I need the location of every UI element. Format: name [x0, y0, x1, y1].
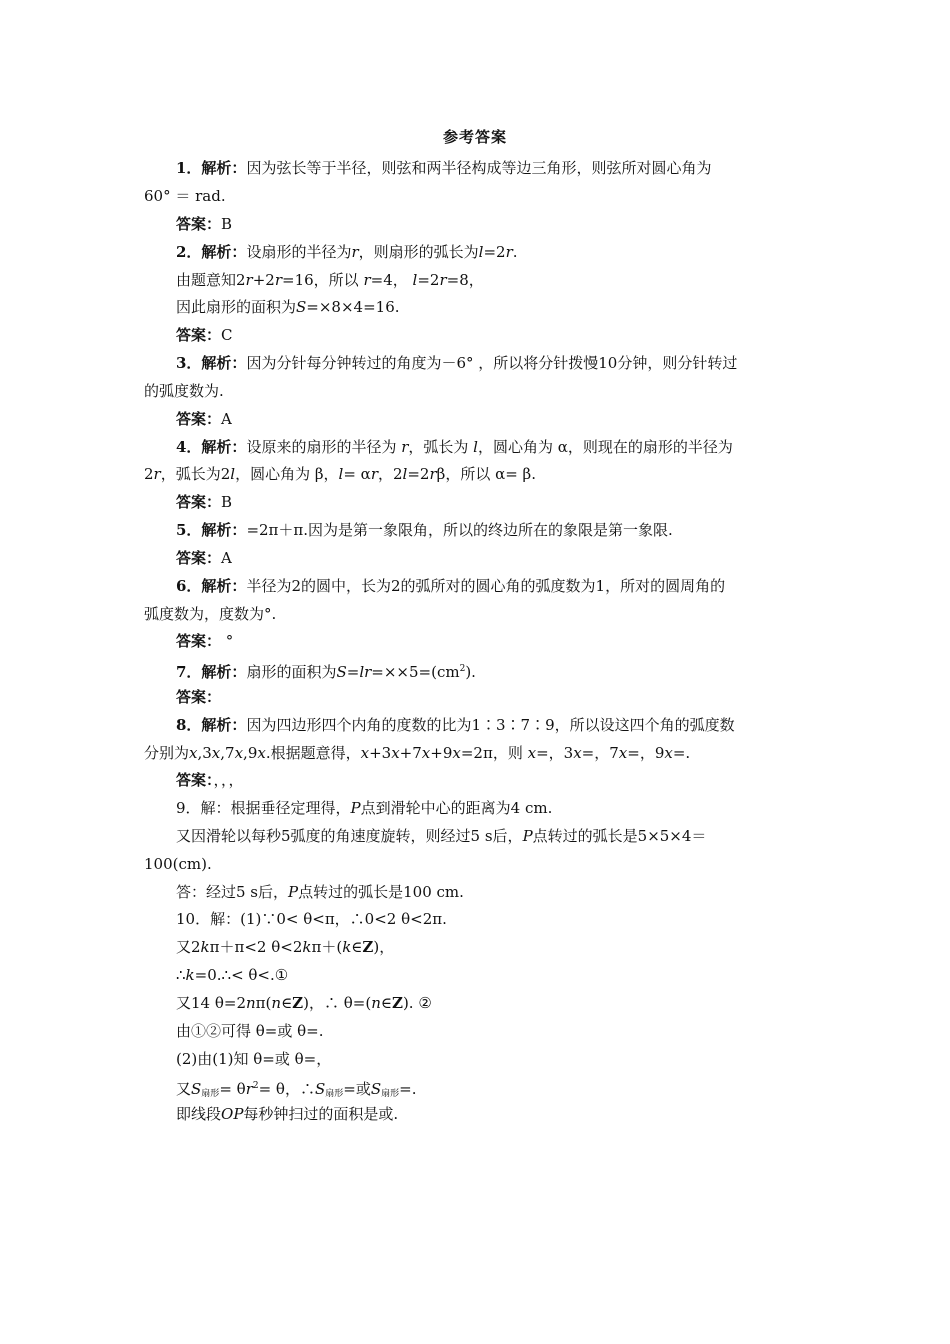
answer-line: 1．解析：因为弦长等于半径，则弦和两半径构成等边三角形，则弦所对圆心角为	[176, 159, 712, 177]
answer-line: 的弧度数为.	[144, 382, 224, 400]
answer-line: 3．解析：因为分针每分钟转过的角度为－6° ，所以将分针拨慢10分钟，则分针转过	[176, 354, 738, 372]
answer-line: 答案： °	[176, 632, 234, 650]
answer-line: 答案：A	[176, 410, 232, 428]
answer-line: 即线段OP每秒钟扫过的面积是或.	[176, 1105, 399, 1123]
answer-line: 7．解析：扇形的面积为$S=lr=\times\times 5=(cm^2)$.	[176, 663, 476, 681]
answer-line: 答案：B	[176, 215, 233, 233]
answer-line: 由题意知2r+2r=16，所以 r=4， l=2r=8，	[176, 271, 484, 289]
answer-line: 又14 θ=2nπ(n∈Z)，∴ θ=(n∈Z). ②	[176, 994, 432, 1012]
answer-line: 答案：B	[176, 493, 233, 511]
answer-line: 2r，弧长为2l，圆心角为 β，l= αr，2l=2rβ，所以 α= β.	[144, 465, 536, 483]
answer-line: 8．解析：因为四边形四个内角的度数的比为1∶3∶7∶9，所以设这四个角的弧度数	[176, 716, 735, 734]
answer-line: 4．解析：设原来的扇形的半径为 r，弧长为 l，圆心角为 α，则现在的扇形的半径为	[176, 438, 733, 456]
answer-line: 又2kπ＋π<2 θ<2kπ＋(k∈Z)，	[176, 938, 395, 956]
answer-line: 6．解析：半径为2的圆中，长为2的弧所对的圆心角的弧度数为1，所对的圆周角的	[176, 577, 726, 595]
page-title: 参考答案	[442, 128, 507, 146]
answer-line: 2．解析：设扇形的半径为r，则扇形的弧长为l=2r.	[176, 243, 518, 261]
answer-line: 5．解析：=2π＋π.因为是第一象限角，所以的终边所在的象限是第一象限.	[176, 521, 673, 539]
answer-line: 弧度数为，度数为°.	[144, 605, 277, 623]
answer-line: 答案：A	[176, 549, 232, 567]
answer-line: 答案：	[176, 688, 222, 706]
answer-line: 分别为x,3x,7x,9x.根据题意得，x+3x+7x+9x=2π，则 x=，3x=，7x=，9x=.	[144, 744, 691, 762]
answer-line: ∴k=0.∴< θ<.①	[176, 966, 289, 984]
answer-line: 10．解：(1)∵0< θ<π，∴0<2 θ<2π.	[176, 910, 447, 928]
answer-line: 9．解：根据垂径定理得，P点到滑轮中心的距离为4 cm.	[176, 799, 553, 817]
answer-line: 答：经过5 s后，P点转过的弧长是100 cm.	[176, 883, 464, 901]
answer-line: 100(cm).	[144, 855, 212, 873]
answer-line: 因此扇形的面积为S=×8×4=16.	[176, 298, 400, 316]
answer-line: 又$S_{扇形}= \theta r^2= \theta$，$\therefore S_{扇形}=$或$S_{扇形}=$.	[176, 1080, 417, 1099]
answer-line: 又因滑轮以每秒5弧度的角速度旋转，则经过5 s后，P点转过的弧长是5×5×4＝	[176, 827, 707, 845]
answer-line: 答案：C	[176, 326, 233, 344]
answer-line: 由①②可得 θ=或 θ=.	[176, 1022, 324, 1040]
answer-line: (2)由(1)知 θ=或 θ=，	[176, 1050, 332, 1068]
answer-line: 答案：，，，	[176, 771, 244, 789]
answer-line: 60° ＝ rad.	[144, 187, 226, 205]
